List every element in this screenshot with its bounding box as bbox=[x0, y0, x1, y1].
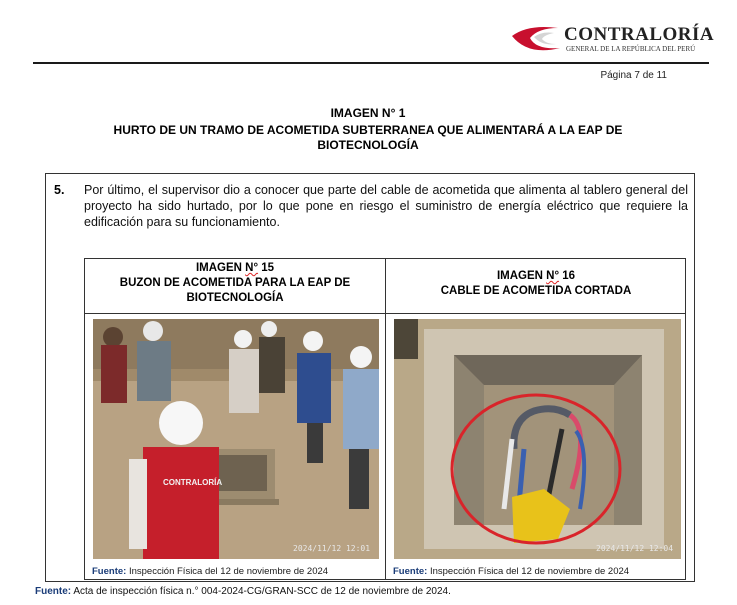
contraloria-logo bbox=[508, 20, 715, 56]
photo-15-label: IMAGEN N° 15 bbox=[195, 262, 275, 274]
header-rule bbox=[33, 62, 709, 64]
photo-16-heading bbox=[386, 269, 686, 299]
photo-16-source: Fuente: Inspección Física del 12 de noviembre de 2024 bbox=[393, 566, 630, 577]
photo-15-timestamp: 2024/11/12 12:01 bbox=[293, 544, 371, 553]
photo-15-title-line1: BUZON DE ACOMETIDA PARA LA EAP DE bbox=[119, 277, 351, 289]
page-number: Página 7 de 11 bbox=[600, 70, 667, 81]
photo-15-heading bbox=[85, 261, 385, 306]
figure-caption: HURTO DE UN TRAMO DE ACOMETIDA SUBTERRANEA QUE ALIMENTARÁ A LA EAP DE BIOTECNOLOGÍA bbox=[113, 123, 623, 152]
photo-15-image bbox=[93, 319, 379, 559]
photo-table bbox=[84, 258, 686, 580]
logo-name: CONTRALORÍA bbox=[564, 24, 715, 45]
photo-16-label: IMAGEN N° 16 bbox=[496, 270, 576, 282]
photo-16-image bbox=[394, 319, 681, 559]
header-divider bbox=[85, 313, 685, 314]
photo-16-title: CABLE DE ACOMETIDA CORTADA bbox=[440, 285, 632, 297]
photo-15-source: Fuente: Inspección Física del 12 de noviembre de 2024 bbox=[92, 566, 329, 577]
figure-number: IMAGEN N° 1 bbox=[330, 106, 406, 120]
swoosh-logo-icon bbox=[508, 22, 566, 54]
item-number: 5. bbox=[54, 183, 65, 197]
document-source: Fuente: Acta de inspección física n.° 004-2024-CG/GRAN-SCC de 12 de noviembre de 2024. bbox=[35, 586, 451, 597]
item-text: Por último, el supervisor dio a conocer que parte del cable de acometida que alimenta al tablero general del proyecto ha sido hurtado, por lo que pone en riesgo el suministro de energía eléctrico que requiere la edificación para su funcionamiento. bbox=[84, 183, 688, 229]
column-divider bbox=[385, 259, 386, 579]
svg-text:CONTRALORÍA: CONTRALORÍA bbox=[163, 478, 223, 487]
logo-subtitle: GENERAL DE LA REPÚBLICA DEL PERÚ bbox=[566, 45, 696, 53]
photo-16-timestamp: 2024/11/12 12:04 bbox=[596, 544, 674, 553]
photo-15-title-line2: BIOTECNOLOGÍA bbox=[186, 292, 284, 304]
